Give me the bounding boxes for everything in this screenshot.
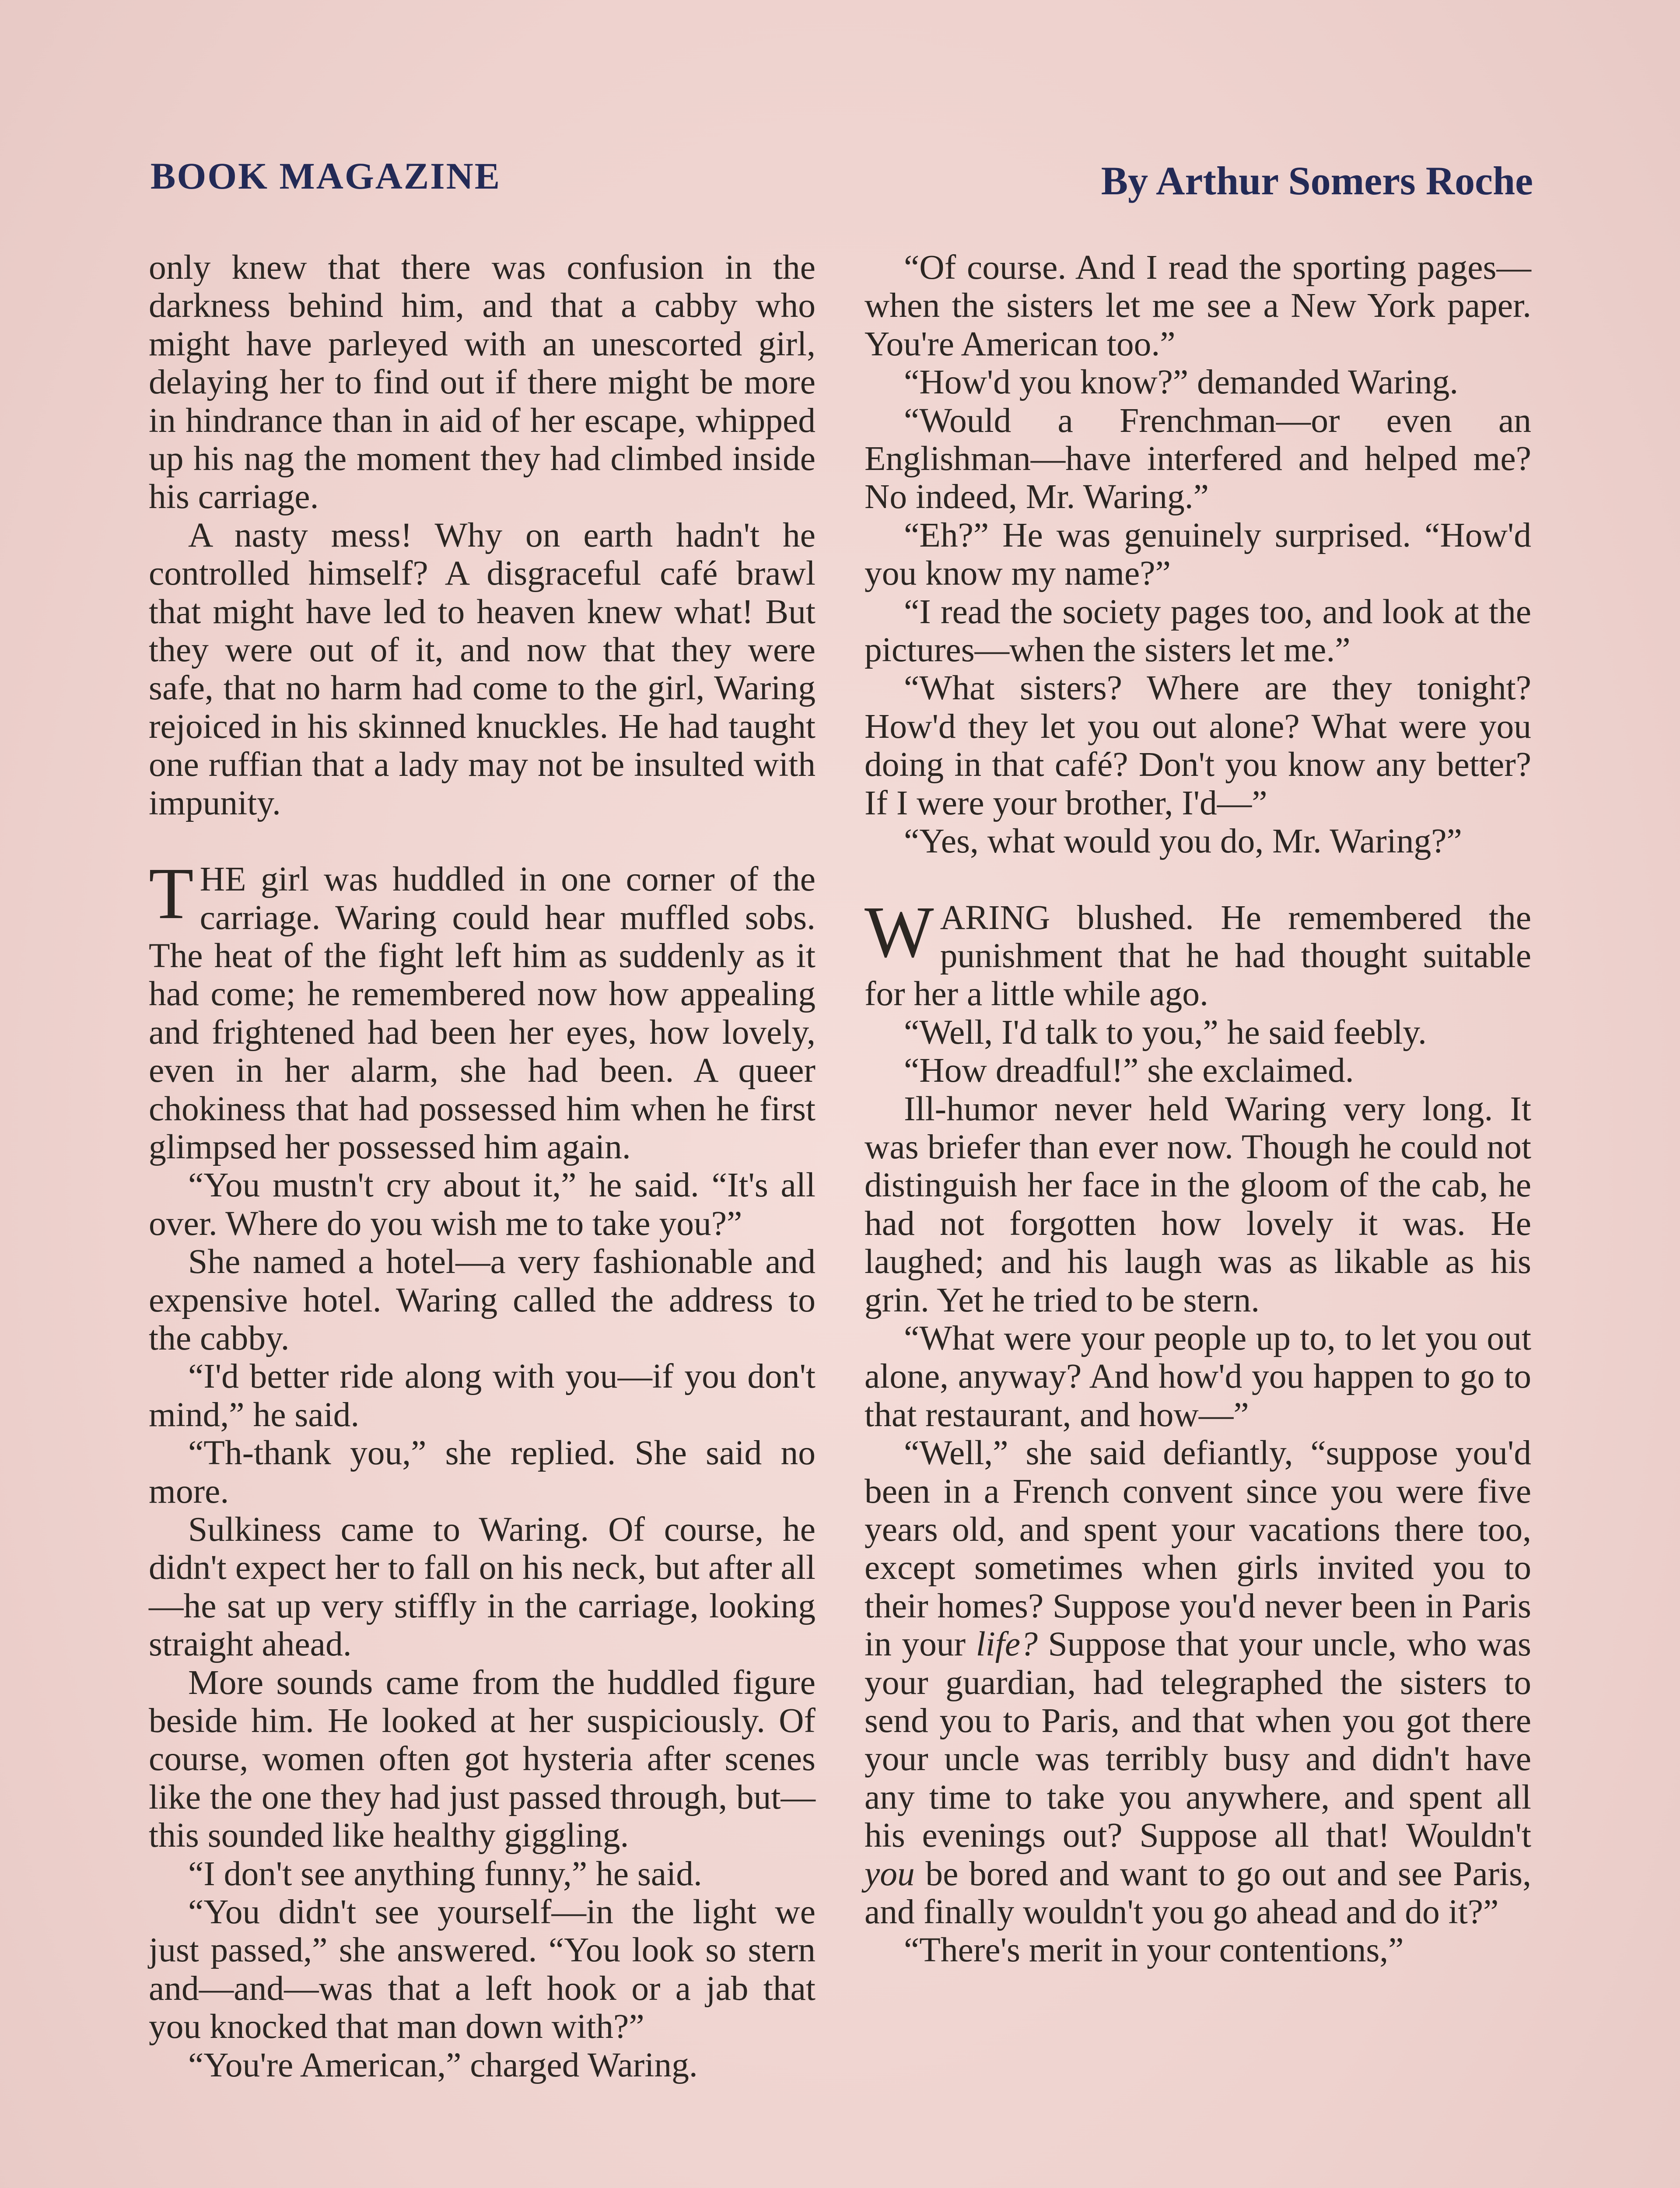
paragraph: “Th-thank you,” she replied. She said no more. [149, 1434, 816, 1511]
paragraph: Ill-humor never held Waring very long. It was briefer than ever now. Though he could not distinguish her face in the gloom of the cab, he had not forgotten how lovely it was. He laughed; and his laugh was as likable as his grin. Yet he tried to be stern. [864, 1089, 1531, 1319]
running-head [150, 154, 1533, 202]
paragraph: “What sisters? Where are they tonight? How'd they let you out alone? What were you doing in that café? Don't you know any better? If I were your brother, I'd—” [864, 669, 1531, 822]
paragraph: “I don't see anything funny,” he said. [188, 1854, 702, 1893]
drop-cap: T [149, 853, 194, 935]
paragraph-text: ARING blushed. He remembered the punishment that he had thought suitable for her a little while ago. [864, 898, 1531, 1013]
paragraph: “There's merit in your contentions,” [904, 1931, 1404, 1970]
paragraph [864, 1434, 1531, 1931]
paragraph-text: HE girl was huddled in one corner of the carriage. Waring could hear muffled sobs. The heat of the fight left him as suddenly as it had come; he remembered now how appealing and frightened had been her eyes, how lovely, even in her alarm, she had been. A queer chokiness that had possessed him when he first glimpsed her possessed him again. [149, 860, 816, 1166]
paragraph: More sounds came from the huddled figure beside him. He looked at her suspiciously. Of course, women often got hysteria after scenes like the one they had just passed through, but—this sounded like healthy giggling. [149, 1663, 816, 1855]
paragraph: “You're American,” charged Waring. [188, 2045, 698, 2084]
paragraph-text: be bored and want to go out and see Paris, and finally wouldn't you go ahead and do it?” [864, 1854, 1531, 1932]
paragraph: A nasty mess! Why on earth hadn't he controlled himself? A disgraceful café brawl that might have led to heaven knew what! But they were out of it, and now that they were safe, that no harm had come to the girl, Waring rejoiced in his skinned knuckles. He had taught one ruffian that a lady may not be insulted with impunity. [149, 515, 816, 822]
paragraph: “Yes, what would you do, Mr. Waring?” [904, 822, 1462, 861]
paragraph: “Eh?” He was genuinely surprised. “How'd you know my name?” [864, 515, 1531, 593]
section-opening-paragraph [149, 853, 816, 1166]
paragraph: “Would a Frenchman—or even an Englishman—have interfered and helped me? No indeed, Mr. Waring.” [864, 401, 1531, 516]
paragraph: She named a hotel—a very fashionable and expensive hotel. Waring called the address to the cabby. [149, 1242, 816, 1357]
left-column [149, 249, 816, 2188]
section-opening-paragraph [864, 891, 1531, 1013]
paragraph: “What were your people up to, to let you out alone, anyway? And how'd you happen to go to that restaurant, and how—” [864, 1318, 1531, 1434]
italic-text: you [864, 1854, 915, 1893]
paragraph: “I read the society pages too, and look at the pictures—when the sisters let me.” [864, 592, 1531, 670]
paragraph: “You mustn't cry about it,” he said. “It's all over. Where do you wish me to take you?” [149, 1166, 816, 1243]
paragraph: “You didn't see yourself—in the light we just passed,” she answered. “You look so stern and—and—was that a left hook or a jab that you knocked that man down with?” [149, 1893, 816, 2046]
paragraph: “How'd you know?” demanded Waring. [904, 363, 1459, 402]
paragraph: “Well, I'd talk to you,” he said feebly. [904, 1013, 1427, 1052]
paragraph: Sulkiness came to Waring. Of course, he didn't expect her to fall on his neck, but after all—he sat up very stiffly in the carriage, looking straight ahead. [149, 1510, 816, 1664]
paragraph: only knew that there was confusion in the darkness behind him, and that a cabby who might have parleyed with an unescorted girl, delaying her to find out if there might be more in hindrance than in aid of her escape, whipped up his nag the moment they had climbed inside his carriage. [149, 248, 816, 516]
paragraph-text: “Well,” she said defiantly, “suppose you'd been in a French convent since you were five years old, and spent your vacations there too, except sometimes when girls invited you to their homes? Suppose you'd never been in Paris in your [864, 1434, 1531, 1664]
author-byline: By Arthur Somers Roche [1101, 158, 1533, 203]
paragraph-text: Suppose that your uncle, who was your guardian, had telegraphed the sisters to send you to Paris, and that when you got there your uncle was terribly busy and didn't have any time to take you anywhere, and spent all his evenings out? Suppose all that! Wouldn't [864, 1625, 1531, 1855]
paragraph: “Of course. And I read the sporting pages—when the sisters let me see a New York paper. You're American too.” [864, 248, 1531, 363]
magazine-title: BOOK MAGAZINE [150, 155, 501, 197]
right-column [864, 249, 1531, 2188]
paragraph: “I'd better ride along with you—if you don't mind,” he said. [149, 1357, 816, 1434]
italic-text: life? [976, 1625, 1038, 1664]
drop-cap: W [864, 891, 934, 973]
paragraph: “How dreadful!” she exclaimed. [904, 1051, 1354, 1090]
